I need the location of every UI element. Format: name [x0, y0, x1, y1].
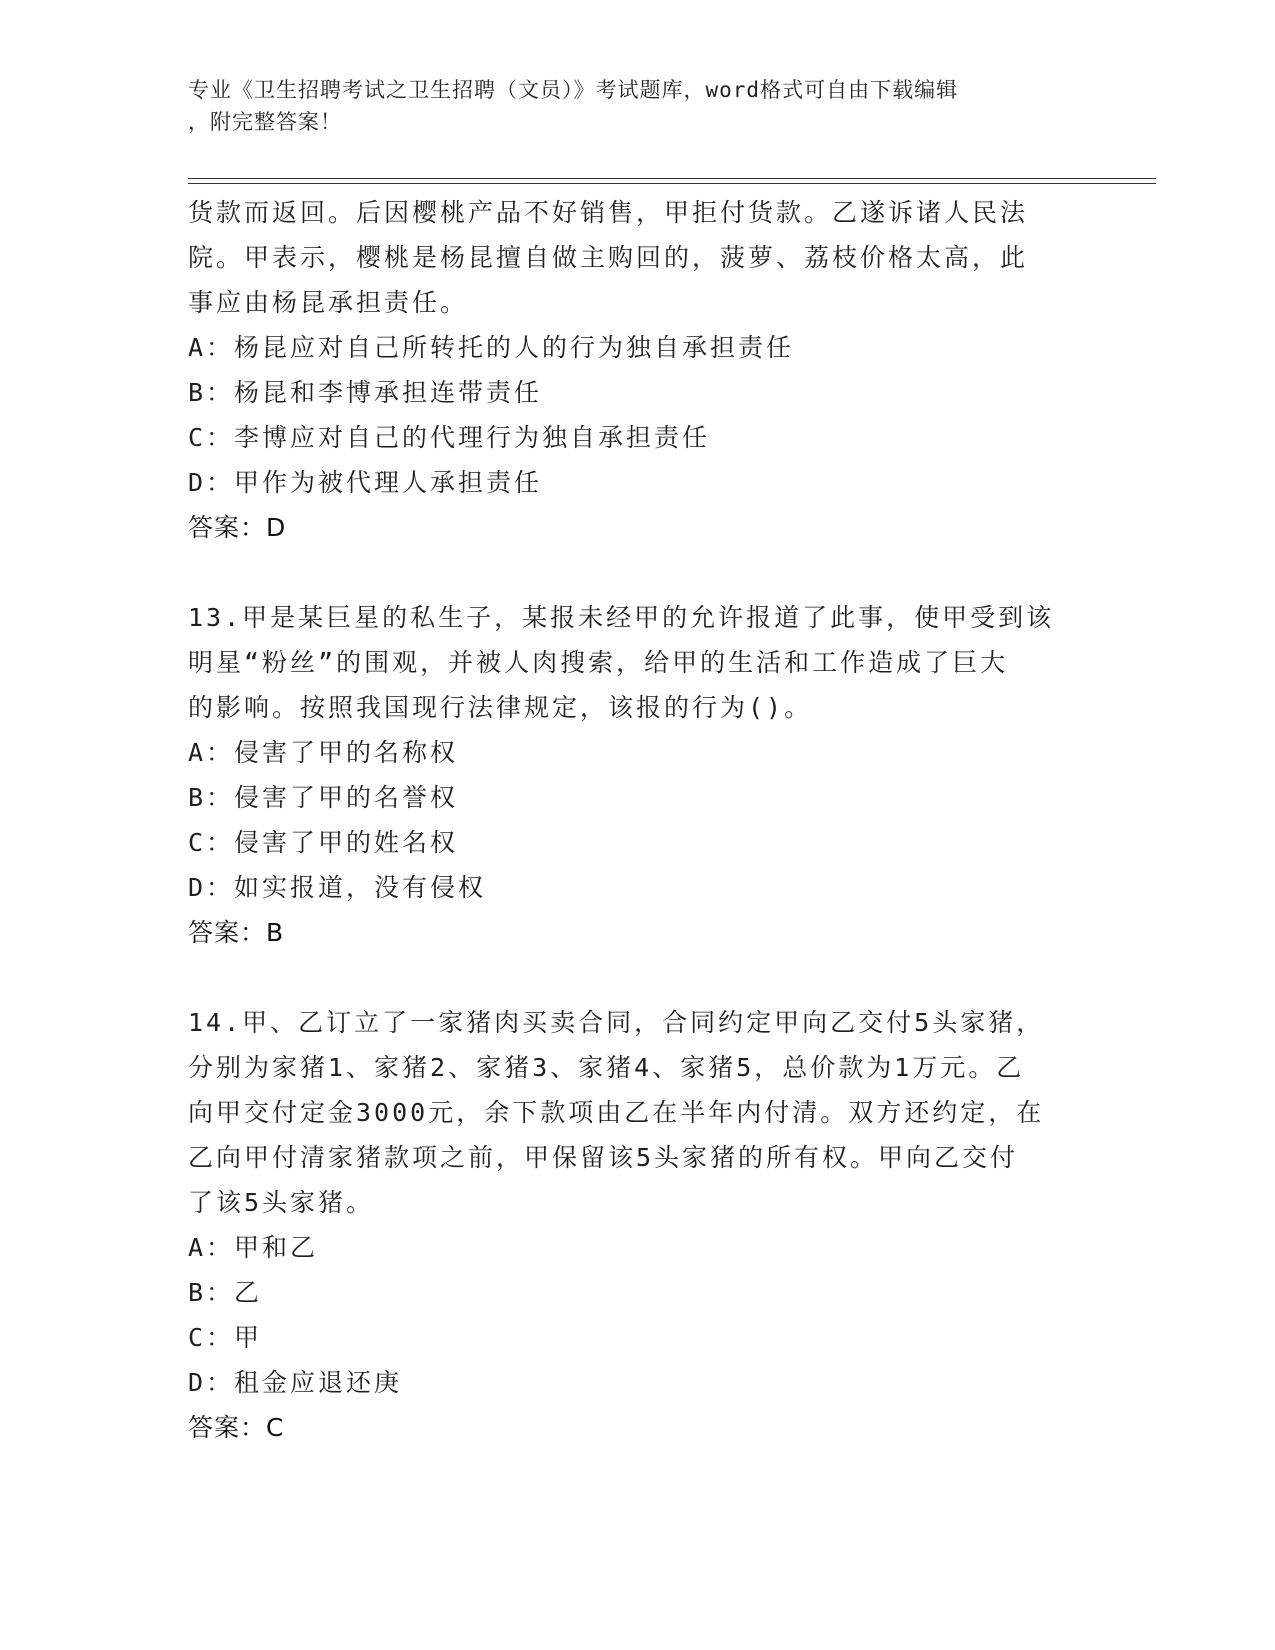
- question-14: [188, 1000, 1088, 1450]
- question-content: [188, 190, 1088, 1450]
- spacer: [188, 550, 1088, 595]
- header-line-1: 专业《卫生招聘考试之卫生招聘（文员）》考试题库，word格式可自由下载编辑: [188, 78, 959, 102]
- question-text-line: 13.甲是某巨星的私生子，某报未经甲的允许报道了此事，使甲受到该: [188, 603, 1055, 632]
- question-text-line: 了该5头家猪。: [188, 1188, 375, 1217]
- option-a: A：杨昆应对自己所转托的人的行为独自承担责任: [188, 333, 795, 362]
- question-text-line: 院。甲表示，樱桃是杨昆擅自做主购回的，菠萝、荔枝价格太高，此: [188, 243, 1029, 272]
- option-a: A：甲和乙: [188, 1233, 319, 1262]
- option-d: D：甲作为被代理人承担责任: [188, 468, 543, 497]
- question-text-line: 货款而返回。后因樱桃产品不好销售，甲拒付货款。乙遂诉诸人民法: [188, 198, 1029, 227]
- option-b: B：乙: [188, 1278, 263, 1307]
- spacer: [188, 955, 1088, 1000]
- answer: 答案：C: [188, 1413, 285, 1442]
- question-text-line: 14.甲、乙订立了一家猪肉买卖合同，合同约定甲向乙交付5头家猪，: [188, 1008, 1045, 1037]
- option-b: B：侵害了甲的名誉权: [188, 783, 459, 812]
- question-text-line: 明星“粉丝”的围观，并被人肉搜索，给甲的生活和工作造成了巨大: [188, 648, 1009, 677]
- answer: 答案：B: [188, 918, 285, 947]
- option-b: B：杨昆和李博承担连带责任: [188, 378, 543, 407]
- question-text-line: 乙向甲付清家猪款项之前，甲保留该5头家猪的所有权。甲向乙交付: [188, 1143, 1019, 1172]
- option-a: A：侵害了甲的名称权: [188, 738, 459, 767]
- option-c: C：李博应对自己的代理行为独自承担责任: [188, 423, 711, 452]
- header-line-2: ，附完整答案！: [188, 110, 342, 134]
- option-d: D：租金应退还庚: [188, 1368, 403, 1397]
- question-text-line: 分别为家猪1、家猪2、家猪3、家猪4、家猪5，总价款为1万元。乙: [188, 1053, 1025, 1082]
- header-divider-top: [188, 178, 1156, 179]
- option-d: D：如实报道，没有侵权: [188, 873, 487, 902]
- document-header: [188, 74, 1088, 138]
- option-c: C：甲: [188, 1323, 263, 1352]
- question-text-line: 事应由杨昆承担责任。: [188, 288, 469, 317]
- answer: 答案：D: [188, 513, 287, 542]
- question-12: [188, 190, 1088, 550]
- option-c: C：侵害了甲的姓名权: [188, 828, 459, 857]
- header-divider-bottom: [188, 183, 1156, 184]
- question-text-line: 的影响。按照我国现行法律规定，该报的行为()。: [188, 693, 813, 722]
- question-13: [188, 595, 1088, 955]
- question-text-line: 向甲交付定金3000元，余下款项由乙在半年内付清。双方还约定，在: [188, 1098, 1045, 1127]
